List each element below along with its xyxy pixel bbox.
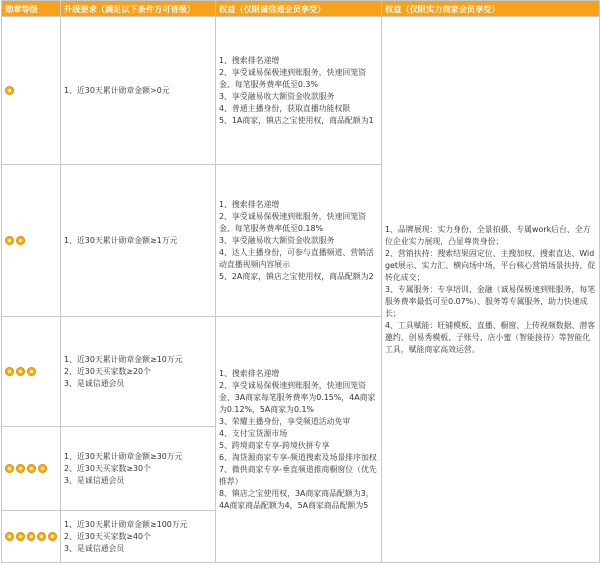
requirement-item: 1、近30天累计勋章金额≥100万元 (64, 519, 188, 529)
requirements-cell (61, 17, 216, 165)
medal-icon (5, 367, 14, 376)
requirement-item: 2、近30天买家数≥40个 (64, 531, 151, 541)
requirements-cell (61, 427, 216, 511)
requirement-item: 2、近30天买家数≥30个 (64, 463, 151, 473)
level-cell (2, 427, 61, 511)
requirements-cell (61, 165, 216, 317)
power-benefit-item: 1、品牌展现：实力身份、全景拍摄、专属work后台、全方位企业实力展现，凸显尊贵身份； (385, 224, 591, 246)
benefit-item: 4、支付宝货源市场 (219, 428, 288, 438)
medal-icon (16, 464, 25, 473)
requirement-item: 3、是诚信通会员 (64, 543, 125, 553)
requirement-item: 1、近30天累计勋章金额≥10万元 (64, 354, 183, 364)
benefit-item: 7、微供商家专享-垂直频道推商橱窗位（优先推荐） (219, 464, 377, 486)
benefit-item: 2、享受诚易保极速到账服务，快速回笼资金、每笔服务费率低至0.18% (219, 211, 367, 233)
medal-icon (5, 532, 14, 541)
benefit-item: 1、搜索排名递增 (219, 55, 280, 65)
requirement-item: 3、是诚信通会员 (64, 475, 125, 485)
header-level: 勋章等级 (2, 1, 61, 17)
medal-icon (5, 464, 14, 473)
medal-group (5, 367, 57, 376)
benefit-item: 5、2A商家，镇店之宝使用权，商品配额为2 (219, 271, 374, 281)
power-benefits-cell (382, 17, 600, 563)
benefit-item: 3、荣耀主播身份，享受频道活动免审 (219, 416, 351, 426)
benefit-item: 5、1A商家，镇店之宝使用权，商品配额为1 (219, 115, 374, 125)
header-requirements: 升级要求（满足以下条件方可晋级） (61, 1, 216, 17)
medal-icon (16, 236, 25, 245)
requirement-item: 1、近30天累计勋章金额≥1万元 (64, 235, 178, 245)
medal-icon (38, 464, 47, 473)
medal-icon (5, 236, 14, 245)
medal-group (5, 464, 57, 473)
benefit-item: 4、普通主播身份，获取直播功能权限 (219, 103, 351, 113)
benefits-cell (216, 165, 382, 317)
requirement-item: 1、近30天累计勋章金额>0元 (64, 85, 170, 95)
header-benefits-power: 权益（仅限实力商家会员享受） (382, 1, 600, 17)
medal-group (5, 532, 57, 541)
benefit-item: 5、跨境商家专享-跨境伙拼专享 (219, 440, 330, 450)
level-cell (2, 17, 61, 165)
medal-icon (37, 532, 46, 541)
power-benefit-item: 3、专属服务：专享培训、金融（诚易保极速到账服务，每笔服务费率最低可至0.07%）、服务等专属服务，助力快速成长； (385, 284, 596, 318)
benefit-item: 3、享受融易收大额资金收款服务 (219, 91, 335, 101)
benefits-cell-merged (216, 317, 382, 563)
medal-icon (27, 367, 36, 376)
medal-icon (48, 532, 57, 541)
benefits-cell (216, 17, 382, 165)
benefit-item: 4、达人主播身份，可参与直播频道、营销活动直播视频内容展示 (219, 247, 374, 269)
power-benefit-item: 4、工具赋能：旺铺模板、直播、橱窗、上传视频数据、潜客邀约、创易秀模板、子账号、店小蜜（智能接待）等智能化工具，赋能商家高效运营。 (385, 320, 596, 354)
medal-group (5, 86, 57, 95)
membership-benefits-table (1, 0, 600, 563)
requirement-item: 3、是诚信通会员 (64, 378, 125, 388)
table-row (2, 17, 600, 165)
benefit-item: 8、镇店之宝使用权，3A商家商品配额为3，4A商家商品配额为4，5A商家商品配额为5 (219, 488, 374, 510)
level-cell (2, 317, 61, 427)
level-cell (2, 165, 61, 317)
medal-icon (16, 532, 25, 541)
benefit-item: 1、搜索排名递增 (219, 199, 280, 209)
medal-group (5, 236, 57, 245)
benefit-item: 2、享受诚易保极速到账服务，快速回笼资金、3A商家每笔服务费率为0.15%，4A商家为0.12%，5A商家为0.1% (219, 380, 376, 414)
requirements-cell (61, 511, 216, 563)
medal-icon (16, 367, 25, 376)
requirement-item: 2、近30天买家数≥20个 (64, 366, 151, 376)
medal-icon (27, 464, 36, 473)
requirements-cell (61, 317, 216, 427)
benefit-item: 1、搜索排名递增 (219, 368, 280, 378)
medal-icon (5, 86, 14, 95)
table-header-row (2, 1, 600, 17)
benefit-item: 3、享受融易收大额资金收款服务 (219, 235, 335, 245)
requirement-item: 1、近30天累计勋章金额≥30万元 (64, 451, 183, 461)
power-benefit-item: 2、营销扶持：搜索结果固定位、主搜加权、搜索直达、Widget展示、实力汇、横向场中场，平台核心营销场景扶持，促转化成交； (385, 248, 596, 282)
medal-icon (27, 532, 36, 541)
benefit-item: 6、淘货源商家专享-频道搜索及场景排序加权 (219, 452, 377, 462)
benefit-item: 2、享受诚易保极速到账服务，快速回笼资金、每笔服务费率低至0.3% (219, 67, 367, 89)
level-cell (2, 511, 61, 563)
header-benefits-trust: 权益（仅限诚信通会员享受） (216, 1, 382, 17)
